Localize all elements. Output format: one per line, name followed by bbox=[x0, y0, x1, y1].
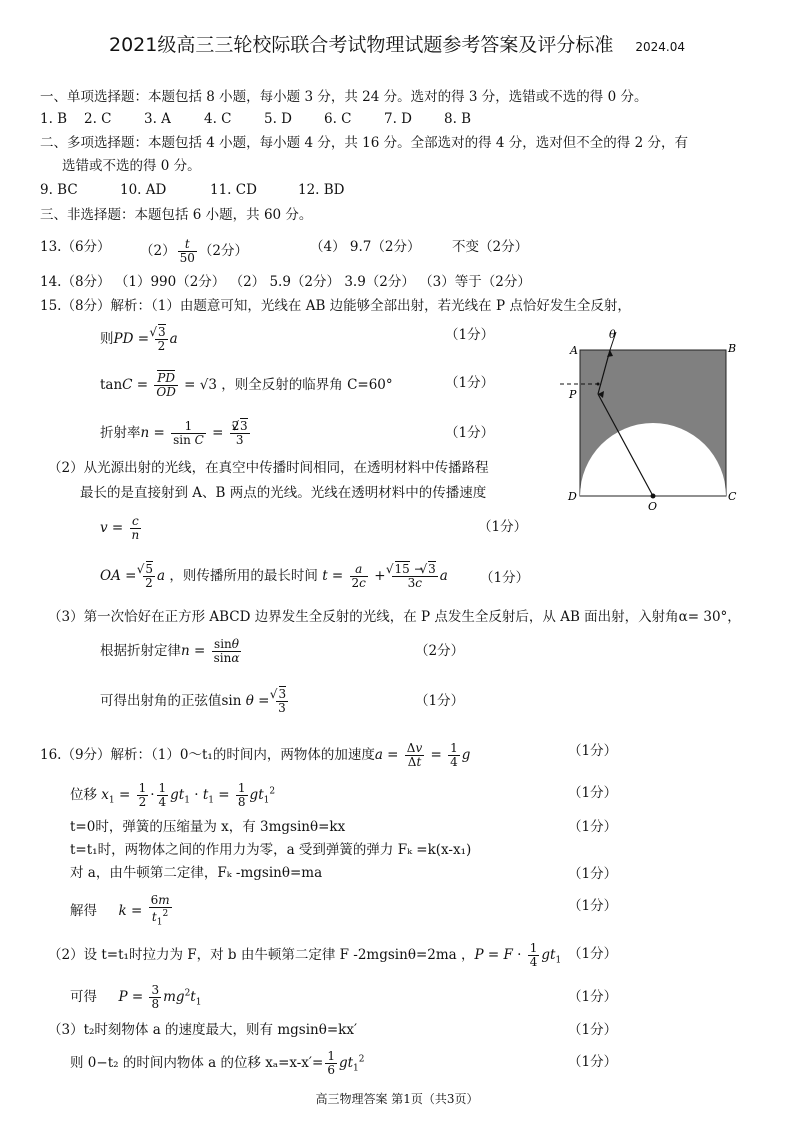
q16-line10: 则 0−t₂ 的时间内物体 a 的位移 xₐ=x-x′= $\frac{1}{6}$ $gt_1^2$ bbox=[70, 1049, 365, 1077]
q13-part4b: 不变（2分） bbox=[452, 239, 529, 255]
q15-v-formula: v = $\frac{c}{n}$ bbox=[100, 514, 140, 542]
q13-fraction bbox=[178, 238, 197, 265]
q16-score-4: （1分） bbox=[568, 866, 618, 882]
q15-score-2: （1分） bbox=[445, 375, 495, 391]
q15-pd-prefix: 则 bbox=[100, 331, 114, 347]
answer-10: 10. AD bbox=[120, 182, 167, 198]
q15-score-4: （1分） bbox=[478, 519, 528, 535]
section3-title: 三、非选择题：本题包括 6 小题，共 60 分。 bbox=[40, 207, 313, 223]
q16-line6: 解得 k = $\frac{6m}{t_1^2}$ bbox=[70, 893, 170, 928]
q15-n-formula: 折射率n = $\frac{1}{\text{sin C}}$ = $\frac{2√ 3}{3}$ bbox=[100, 420, 252, 447]
q15-snell-prefix: 根据折射定律 bbox=[100, 643, 181, 659]
q13-part2 bbox=[140, 238, 248, 265]
answer-5: 5. D bbox=[264, 111, 292, 127]
q15-sin-prefix: 可得出射角的正弦值 bbox=[100, 693, 222, 709]
q16-final-text: 则 0−t₂ 的时间内物体 a 的位移 xₐ=x-x′= bbox=[70, 1055, 324, 1071]
q15-snell-formula: 根据折射定律n = $\frac{\sin\theta}{\sin\alpha}$ bbox=[100, 637, 240, 665]
q16-displacement: 位移 $x_1$ = $\frac{1}{2}$ · $\frac{1}{4}$ $gt_1 \cdot t_1$ = $\frac{1}{8}$ $gt_1^2$ bbox=[70, 781, 276, 809]
label-p: P bbox=[569, 388, 577, 401]
q16-line3: t=0时，弹簧的压缩量为 x，有 3mgsinθ=kx bbox=[70, 819, 346, 835]
q16-score-6: （1分） bbox=[568, 946, 618, 962]
q15-score-3: （1分） bbox=[445, 425, 495, 441]
q15-part3: （3）第一次恰好在正方形 ABCD 边界发生全反射的光线，在 P 点发生全反射后，从 AB 面出射，入射角α= 30°， bbox=[48, 609, 741, 625]
answer-3: 3. A bbox=[144, 111, 171, 127]
section1-title: 一、单项选择题：本题包括 8 小题，每小题 3 分，共 24 分。选对的得 3 分，选错或不选的得 0 分。 bbox=[40, 89, 648, 105]
q16-line4: t=t₁时，两物体之间的作用力为零，a 受到弹簧的弹力 Fₖ =k(x-x₁) bbox=[70, 842, 472, 858]
label-d: D bbox=[568, 490, 577, 503]
q15-pd-formula: 则PD = √ $\frac{3}{2}$ a bbox=[100, 326, 178, 353]
q14-line: 14.（8分） （1）990（2分） （2） 5.9（2分） 3.9（2分） （3）等于（2分） bbox=[40, 274, 531, 290]
q15-sin-formula: 可得出射角的正弦值sin θ = √ $\frac{3}{3}$ bbox=[100, 688, 290, 715]
q16-score-2: （1分） bbox=[568, 785, 618, 801]
q15-n-prefix: 折射率 bbox=[100, 425, 141, 441]
q16-line9: （3）t₂时刻物体 a 的速度最大，则有 mgsinθ=kx′ bbox=[48, 1022, 358, 1038]
answer-7: 7. D bbox=[384, 111, 412, 127]
q15-figure bbox=[560, 326, 750, 512]
q16-intro-text: 16.（9分）解析：（1）0～t₁的时间内，两物体的加速度 bbox=[40, 747, 375, 763]
q16-line5: 对 a，由牛顿第二定律，Fₖ -mgsinθ=ma bbox=[70, 865, 323, 881]
q15-tan-text: ，则全反射的临界角 C=60° bbox=[221, 377, 393, 393]
q13-frac-den: 50 bbox=[179, 251, 195, 265]
q13-frac-num: t bbox=[178, 238, 197, 252]
q16-score-9: （1分） bbox=[568, 1054, 618, 1070]
answer-1: 1. B bbox=[40, 111, 68, 127]
q15-score-6: （2分） bbox=[415, 643, 465, 659]
answer-12: 12. BD bbox=[298, 182, 345, 198]
title-text: 2021级高三三轮校际联合考试物理试题参考答案及评分标准 bbox=[109, 34, 614, 56]
q15-intro: 15.（8分）解析：（1）由题意可知，光线在 AB 边能够全部出射，若光线在 P 点恰好发生全反射， bbox=[40, 298, 631, 314]
exam-date: 2024.04 bbox=[635, 40, 685, 54]
q15-oa-formula: OA = √ $\frac{5}{2}$ a ，则传播所用的最长时间 t = $\frac{a}{2c}$ + √ $\frac{15 - √ 3}{3c}$ a bbox=[100, 563, 448, 590]
label-b: B bbox=[728, 342, 737, 355]
q16-solve-prefix: 解得 bbox=[70, 903, 97, 920]
answer-4: 4. C bbox=[204, 111, 232, 127]
label-c: C bbox=[728, 490, 737, 503]
q16-score-5: （1分） bbox=[568, 898, 618, 914]
q16-score-7: （1分） bbox=[568, 989, 618, 1005]
q16-line8: 可得 P = $\frac{3}{8}$ $mg^2t_1$ bbox=[70, 983, 202, 1011]
q15-part2-line1: （2）从光源出射的光线，在真空中传播时间相同，在透明材料中传播路程 bbox=[48, 460, 489, 476]
q16-line7: （2）设 t=t₁时拉力为 F，对 b 由牛顿第二定律 F -2mgsinθ=2ma ，P = F · $\frac{1}{4}$ $gt_1$ bbox=[48, 941, 562, 969]
q15-tan-formula: tanC = $\frac{PD}{OD}$ = √3 ，则全反射的临界角 C=60° bbox=[100, 371, 393, 399]
label-theta: θ bbox=[609, 328, 616, 341]
label-o: O bbox=[648, 500, 658, 512]
q15-part2-line2: 最长的是直接射到 A、B 两点的光线。光线在透明材料中的传播速度 bbox=[80, 485, 487, 501]
section2-title-line2: 选错或不选的得 0 分。 bbox=[62, 158, 201, 174]
q16-part2-text: （2）设 t=t₁时拉力为 F，对 b 由牛顿第二定律 F -2mgsinθ=2ma ， bbox=[48, 947, 475, 963]
q15-score-5: （1分） bbox=[480, 570, 530, 586]
q16-score-3: （1分） bbox=[568, 819, 618, 835]
answer-6: 6. C bbox=[324, 111, 352, 127]
q13-part2-label: （2） bbox=[140, 243, 176, 259]
section1-answers bbox=[40, 110, 471, 128]
page-title bbox=[0, 30, 794, 57]
q13-part4: （4） 9.7（2分） bbox=[310, 239, 421, 255]
q13-part2-score: （2分） bbox=[198, 243, 248, 259]
answer-8: 8. B bbox=[444, 111, 472, 127]
q15-score-7: （1分） bbox=[415, 693, 465, 709]
section2-answers bbox=[40, 181, 345, 199]
answer-9: 9. BC bbox=[40, 182, 78, 198]
q16-score-1: （1分） bbox=[568, 743, 618, 759]
answer-11: 11. CD bbox=[210, 182, 257, 198]
q16-score-8: （1分） bbox=[568, 1022, 618, 1038]
page-footer: 高三物理答案 第1页（共3页） bbox=[315, 1092, 479, 1106]
q16-disp-prefix: 位移 bbox=[70, 787, 97, 803]
q15-score-1: （1分） bbox=[445, 327, 495, 343]
label-a: A bbox=[570, 344, 578, 357]
q13-number: 13.（6分） bbox=[40, 239, 111, 255]
point-o bbox=[651, 494, 656, 499]
q16-result-prefix: 可得 bbox=[70, 989, 97, 1005]
q16-intro: 16.（9分）解析：（1）0～t₁的时间内，两物体的加速度a = $\frac{\Delta v}{\Delta t}$ = $\frac{1}{4}$ g bbox=[40, 741, 471, 769]
section2-title-line1: 二、多项选择题：本题包括 4 小题，每小题 4 分，共 16 分。全部选对的得 4 分，选对但不全的得 2 分，有 bbox=[40, 135, 688, 151]
q15-oa-text: ，则传播所用的最长时间 bbox=[169, 568, 318, 584]
point-p bbox=[597, 383, 600, 386]
answer-2: 2. C bbox=[84, 111, 112, 127]
